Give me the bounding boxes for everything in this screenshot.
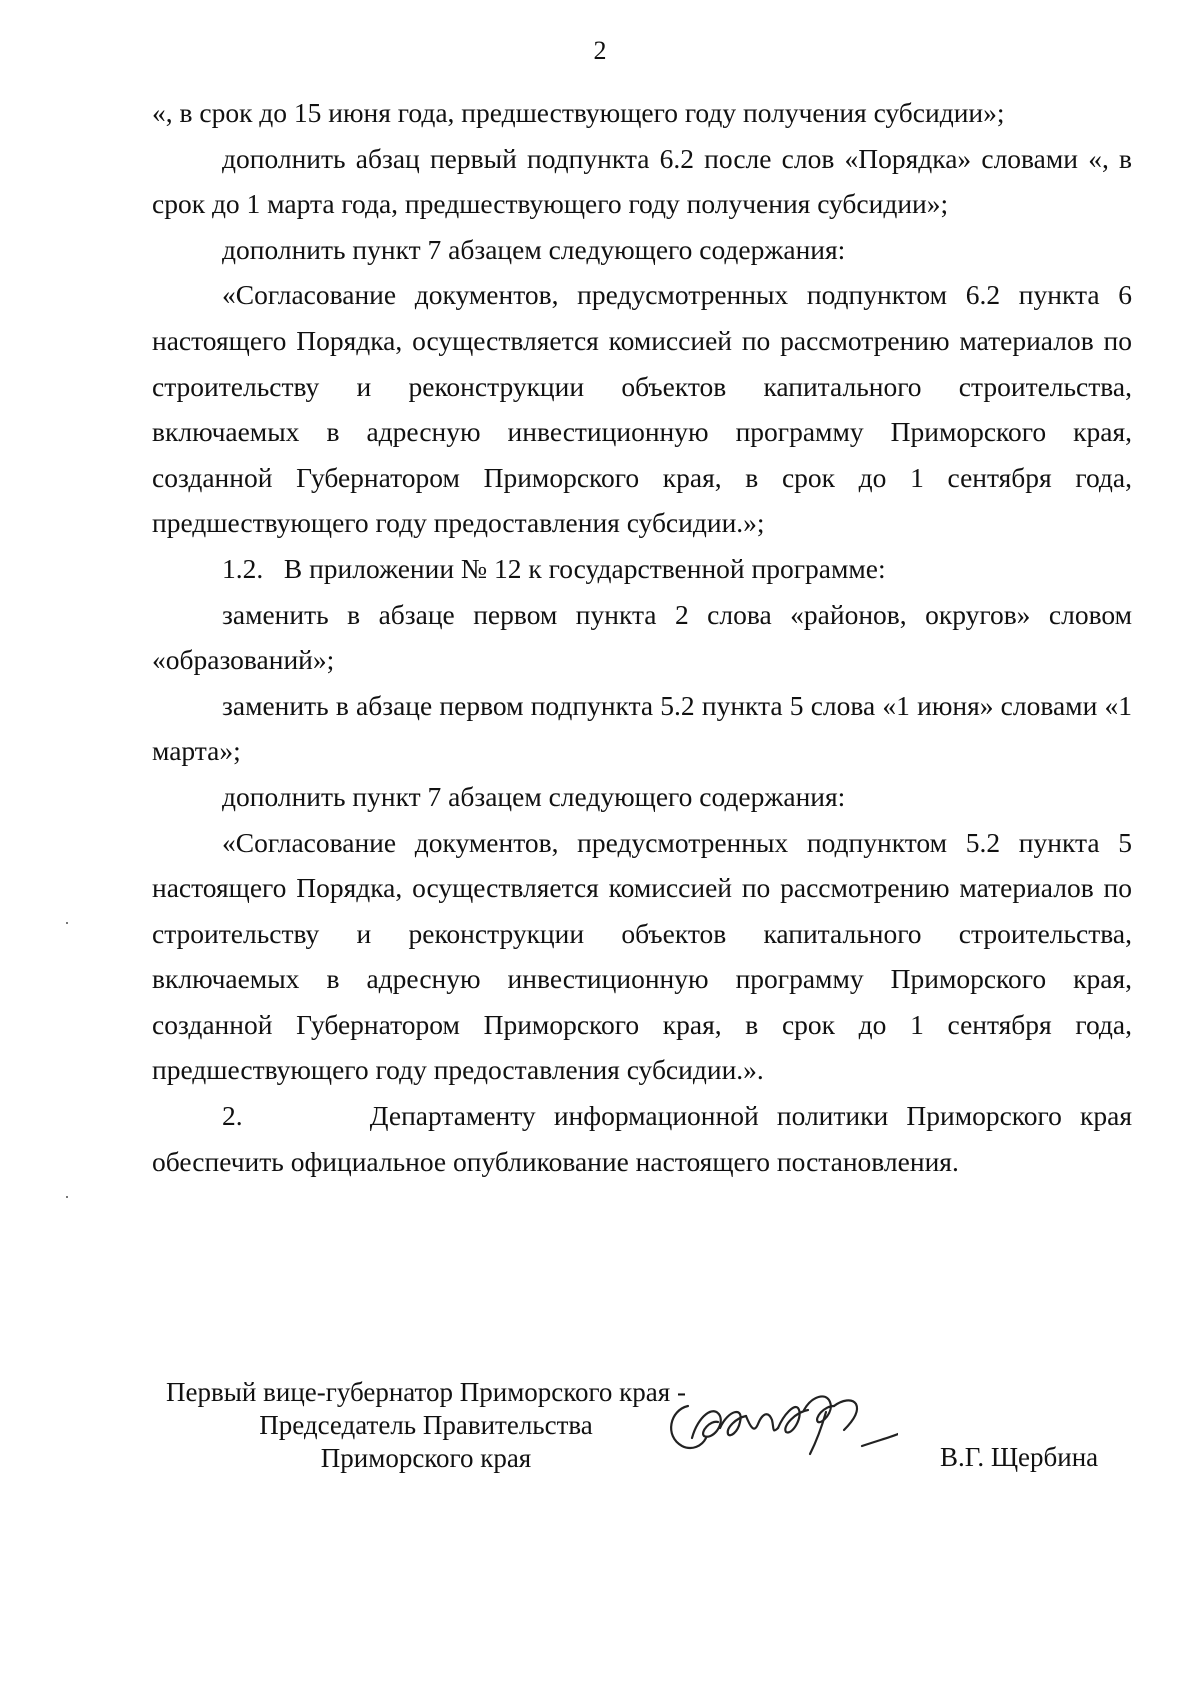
signer-title-line: Председатель Правительства (259, 1410, 593, 1440)
paragraph: заменить в абзаце первом пункта 2 слова «районов, округов» словом «образований»; (152, 598, 1132, 676)
signer-name: В.Г. Щербина (940, 1442, 1099, 1472)
paragraph: 1.2. В приложении № 12 к государственной программе: (222, 552, 886, 584)
page-number: 2 (593, 36, 607, 65)
handwritten-signature (658, 1376, 898, 1466)
signer-title-line: Первый вице-губернатор Приморского края - (166, 1377, 686, 1407)
paragraph: дополнить пункт 7 абзацем следующего содержания: (222, 780, 846, 812)
paragraph: 2. Департаменту информационной политики Приморского края обеспечить официальное опубликование настоящего постановления. (152, 1100, 1132, 1177)
signer-title (136, 1376, 716, 1475)
signer-title-line: Приморского края (320, 1443, 532, 1473)
paragraph: дополнить пункт 7 абзацем следующего содержания: (222, 233, 846, 265)
scan-dot (66, 1196, 68, 1198)
paragraph: «Согласование документов, предусмотренных подпунктом 6.2 пункта 6 настоящего Порядка, осуществляется комиссией по рассмотрению материалов по строительству и реконструкции объектов капитального строительства, включаемых в адресную инвестиционную программу Приморского края, созданной Губернатором Приморского края, в срок до 1 сентября года, предшествующего году предоставления субсидии.»; (152, 279, 1132, 539)
paragraph: дополнить абзац первый подпункта 6.2 после слов «Порядка» словами «, в срок до 1 марта года, предшествующего году получения субсидии»; (152, 142, 1132, 220)
paragraph: «, в срок до 15 июня года, предшествующего году получения субсидии»; (152, 97, 1005, 128)
document-body (152, 90, 1132, 1184)
paragraph: «Согласование документов, предусмотренных подпунктом 5.2 пункта 5 настоящего Порядка, осуществляется комиссией по рассмотрению материалов по строительству и реконструкции объектов капитального строительства, включаемых в адресную инвестиционную программу Приморского края, созданной Губернатором Приморского края, в срок до 1 сентября года, предшествующего году предоставления субсидии.». (152, 826, 1132, 1086)
paragraph: заменить в абзаце первом подпункта 5.2 пункта 5 слова «1 июня» словами «1 марта»; (152, 689, 1132, 767)
scan-dot (66, 922, 68, 924)
signature-block (0, 1376, 1200, 1496)
